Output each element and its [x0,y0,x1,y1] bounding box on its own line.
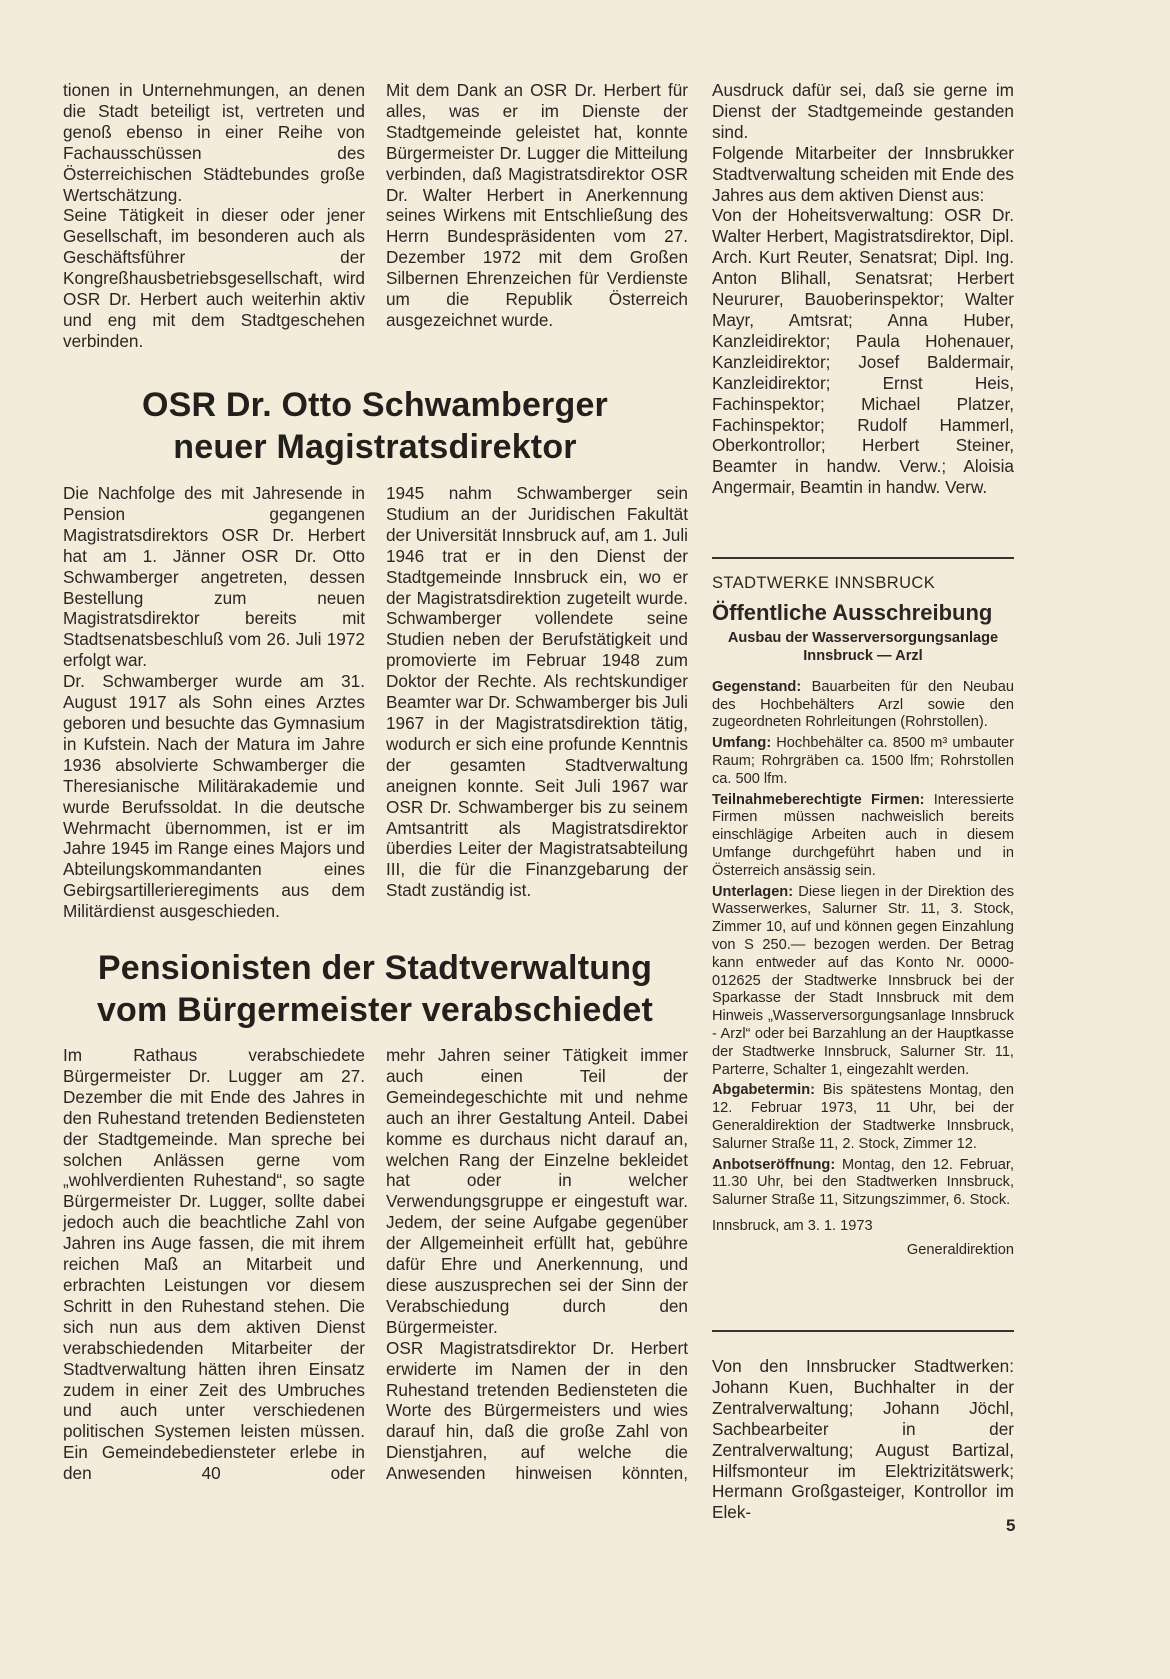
paragraph: 1945 nahm Schwamberger sein Studium an der Juridischen Fakultät der Universität Innsbruck auf, am 1. Juli 1946 trat er in den Dienst der Stadtgemeinde Innsbruck ein, wo er der Magistratsdirektion zugeteilt wurde. Schwamberger vollendete seine Studien neben der Berufstätigkeit und promovierte im Februar 1948 zum Doktor der Rechte. Als rechtskundiger Beamter war Dr. Schwamberger bis Juli 1967 in der Magistratsdirektion tätig, wodurch er sich eine profunde Kenntnis der gesamten Stadtverwaltung aneignen konnte. Seit Juli 1967 war OSR Dr. Schwamberger bis zu seinem Amtsantritt als Magistratsdirektor überdies Leiter der Magistratsabteilung III, die für die Finanzgebarung der Stadt zuständig ist. [386,483,688,901]
article1-column-2 [386,483,688,901]
item-term: Teilnahmeberechtigte Firmen: [712,791,925,808]
article2-column-1 [63,1045,365,1484]
divider [712,1330,1014,1332]
headline-line: Pensionisten der Stadtverwaltung [97,949,653,987]
top-column-2 [386,80,688,331]
item-term: Abgabetermin: [712,1082,815,1099]
paragraph: Mit dem Dank an OSR Dr. Herbert für alles, was er im Dienste der Stadtgemeinde geleistet hat, konnte Bürgermeister Dr. Lugger die Mitteilung verbinden, daß Magistratsdirektor OSR Dr. Walter Herbert in Anerkennung seines Wirkens mit Entschließung des Herrn Bundespräsidenten vom 27. Dezember 1972 mit dem Großen Silbernen Ehrenzeichen für Verdienste um die Republik Österreich ausgezeichnet wurde. [386,80,688,330]
notice-item [712,884,1014,1080]
paragraph: Seine Tätigkeit in dieser oder jener Gesellschaft, im besonderen auch als Geschäftsführer der Kongreßhausbetriebsgesellschaft, wird OSR Dr. Herbert auch weiterhin aktiv und eng mit dem Stadtgeschehen verbinden. [63,205,365,351]
tender-notice [712,575,1014,1260]
article1-column-1 [63,483,365,922]
item-term: Anbotseröffnung: [712,1156,836,1173]
item-term: Unterlagen: [712,883,794,900]
notice-item [712,792,1014,881]
notice-subtitle [712,629,1014,665]
top-column-3 [712,80,1014,498]
subtitle-line: Innsbruck — Arzl [803,647,923,664]
notice-label: STADTWERKE INNSBRUCK [712,574,936,592]
paragraph: Die Nachfolge des mit Jahresende in Pension gegangenen Magistratsdirektors OSR Dr. Herbert hat am 1. Jänner OSR Dr. Otto Schwamberger angetreten, dessen Bestellung zum neuen Magistratsdirektor bereits mit Stadtsenatsbeschluß vom 26. Juli 1972 erfolgt war. [63,483,365,671]
paragraph: Von den Innsbrucker Stadtwerken: Johann Kuen, Buchhalter in der Zentralverwaltung; Johann Jöchl, Sachbearbeiter in der Zentralverwaltung; August Bartizal, Hilfsmonteur im Elektrizitätswerk; Hermann Großgasteiger, Kontrollor im Elek- [712,1356,1014,1523]
notice-signature: Generaldirektion [906,1241,1014,1258]
notice-date: Innsbruck, am 3. 1. 1973 [712,1217,873,1234]
paragraph: OSR Magistratsdirektor Dr. Herbert erwiderte im Namen der in den Ruhestand tretenden Bediensteten die Worte des Bürgermeisters und wies darauf hin, daß die große Zahl von Dienstjahren, auf welche die Anwesenden hinweisen könnten, [386,1337,688,1484]
article1-headline [62,384,688,468]
paragraph: Von der Hoheitsverwaltung: OSR Dr. Walter Herbert, Magistratsdirektor, Dipl. Arch. Kurt Reuter, Senatsrat; Dipl. Ing. Anton Blihall, Senatsrat; Herbert Neururer, Bauoberinspektor; Walter Mayr, Amtsrat; Anna Huber, Kanzleidirektor; Paula Hohenauer, Kanzleidirektor; Josef Baldermair, Kanzleidirektor; Ernst Heis, Fachinspektor; Michael Platzer, Fachinspektor; Rudolf Hammerl, Oberkontrollor; Herbert Steiner, Beamter in handw. Verw.; Aloisia Angermair, Beamtin in handw. Verw. [712,205,1014,498]
paragraph: tionen in Unternehmungen, an denen die Stadt beteiligt ist, vertreten und genoß ebenso in einer Reihe von Fachausschüssen des Österreichischen Städtebundes große Wertschätzung. [63,80,365,205]
paragraph: mehr Jahren seiner Tätigkeit immer auch einen Teil der Gemeindegeschichte mit und nehme auch an ihrer Gestaltung Anteil. Dabei komme es durchaus nicht darauf an, welchen Rang der Einzelne bekleidet hat oder in welcher Verwendungsgruppe er eingestuft war. Jedem, der seine Aufgabe gegenüber der Allgemeinheit erfüllt hat, gebühre dafür Ehre und Anerkennung, und diese auszusprechen sei der Sinn der Verabschiedung durch den Bürgermeister. [386,1045,688,1337]
item-text: Hochbehälter ca. 8500 m³ umbauter Raum; Rohrgräben ca. 1500 lfm; Rohrstollen ca. 500 lfm. [712,735,1014,787]
notice-item [712,679,1014,732]
item-text: Montag, den 12. Februar, 11.30 Uhr, bei den Stadtwerken Innsbruck, Salurner Straße 11, Sitzungszimmer, 6. Stock. [712,1156,1014,1209]
article2-column-2 [386,1045,688,1484]
headline-line: vom Bürgermeister verabschiedet [96,991,654,1029]
subtitle-line: Ausbau der Wasserversorgungsanlage [727,629,999,646]
item-text: Bis spätestens Montag, den 12. Februar 1973, 11 Uhr, bei der Generaldirektion der Stadtwerke Innsbruck, Salurner Straße 11, 2. Stock, Zimmer 12. [712,1082,1014,1152]
paragraph: Im Rathaus verabschiedete Bürgermeister Dr. Lugger am 27. Dezember die mit Ende des Jahres in den Ruhestand tretenden Bediensteten der Stadtgemeinde. Man spreche bei solchen Anlässen gerne vom „wohlverdienten Ruhestand“, so sagte Bürgermeister Dr. Lugger, sollte dabei jedoch auch die beachtliche Zahl von Jahren ins Auge fassen, die mit ihrem reichen Maß an Mitarbeit und erbrachten Leistungen vor diesem Schritt in den Ruhestand stehen. Die sich nun aus dem aktiven Dienst verabschiedenden Mitarbeiter der Stadtverwaltung hätten ihren Einsatz zudem in einer Zeit des Umbruches und auch unter verschiedenen politischen Systemen leisten müssen. Ein Gemeindebediensteter erlebe in den 40 oder [63,1045,365,1484]
headline-line: neuer Magistratsdirektor [173,428,577,466]
paragraph: Ausdruck dafür sei, daß sie gerne im Dienst der Stadtgemeinde gestanden sind. [712,80,1014,142]
top-column-1 [63,80,365,352]
notice-item [712,1157,1014,1210]
item-term: Gegenstand: [712,678,802,695]
article2-column-3 [712,1356,1014,1523]
paragraph: Dr. Schwamberger wurde am 31. August 1917 als Sohn eines Arztes geboren und besuchte das Gymnasium in Kufstein. Nach der Matura im Jahre 1936 absolvierte Schwamberger die Theresianische Militärakademie und wurde Berufssoldat. In die deutsche Wehrmacht übernommen, ist er im Jahre 1945 im Range eines Majors und Abteilungskommandanten eines Gebirgsartillerieregiments aus dem Militärdienst ausgeschieden. [63,671,365,922]
notice-item [712,1082,1014,1153]
divider [712,557,1014,559]
item-text: Bauarbeiten für den Neubau des Hochbehälters Arzl sowie den zugeordneten Rohrleitungen (Rohrstollen). [712,678,1014,731]
notice-title: Öffentliche Ausschreibung [712,599,993,625]
item-term: Umfang: [712,735,772,752]
article2-headline [62,947,688,1031]
headline-line: OSR Dr. Otto Schwamberger [142,386,608,424]
item-text: Interessierte Firmen müssen nachweislich bereits einschlägige Arbeiten auch in diesem Umfange durchgeführt haben und in Österreich ansässig sein. [712,791,1014,879]
paragraph: Folgende Mitarbeiter der Innsbrukker Stadtverwaltung scheiden mit Ende des Jahres aus dem aktiven Dienst aus: [712,142,1014,205]
item-text: Diese liegen in der Direktion des Wasserwerkes, Salurner Str. 11, 3. Stock, Zimmer 10, auf und können gegen Einzahlung von S 250.— bezogen werden. Der Betrag kann entweder auf das Konto Nr. 0000-012625 der Stadtwerke Innsbruck bei der Sparkasse der Stadt Innsbruck mit dem Hinweis „Wasserversorgungsanlage Innsbruck - Arzl“ oder bei Barzahlung an der Hauptkasse der Stadtwerke Innsbruck, Salurner Str. 11, Parterre, Schalter 1, eingezahlt werden. [712,883,1014,1078]
page-number: 5 [1006,1516,1016,1535]
notice-item [712,735,1014,788]
